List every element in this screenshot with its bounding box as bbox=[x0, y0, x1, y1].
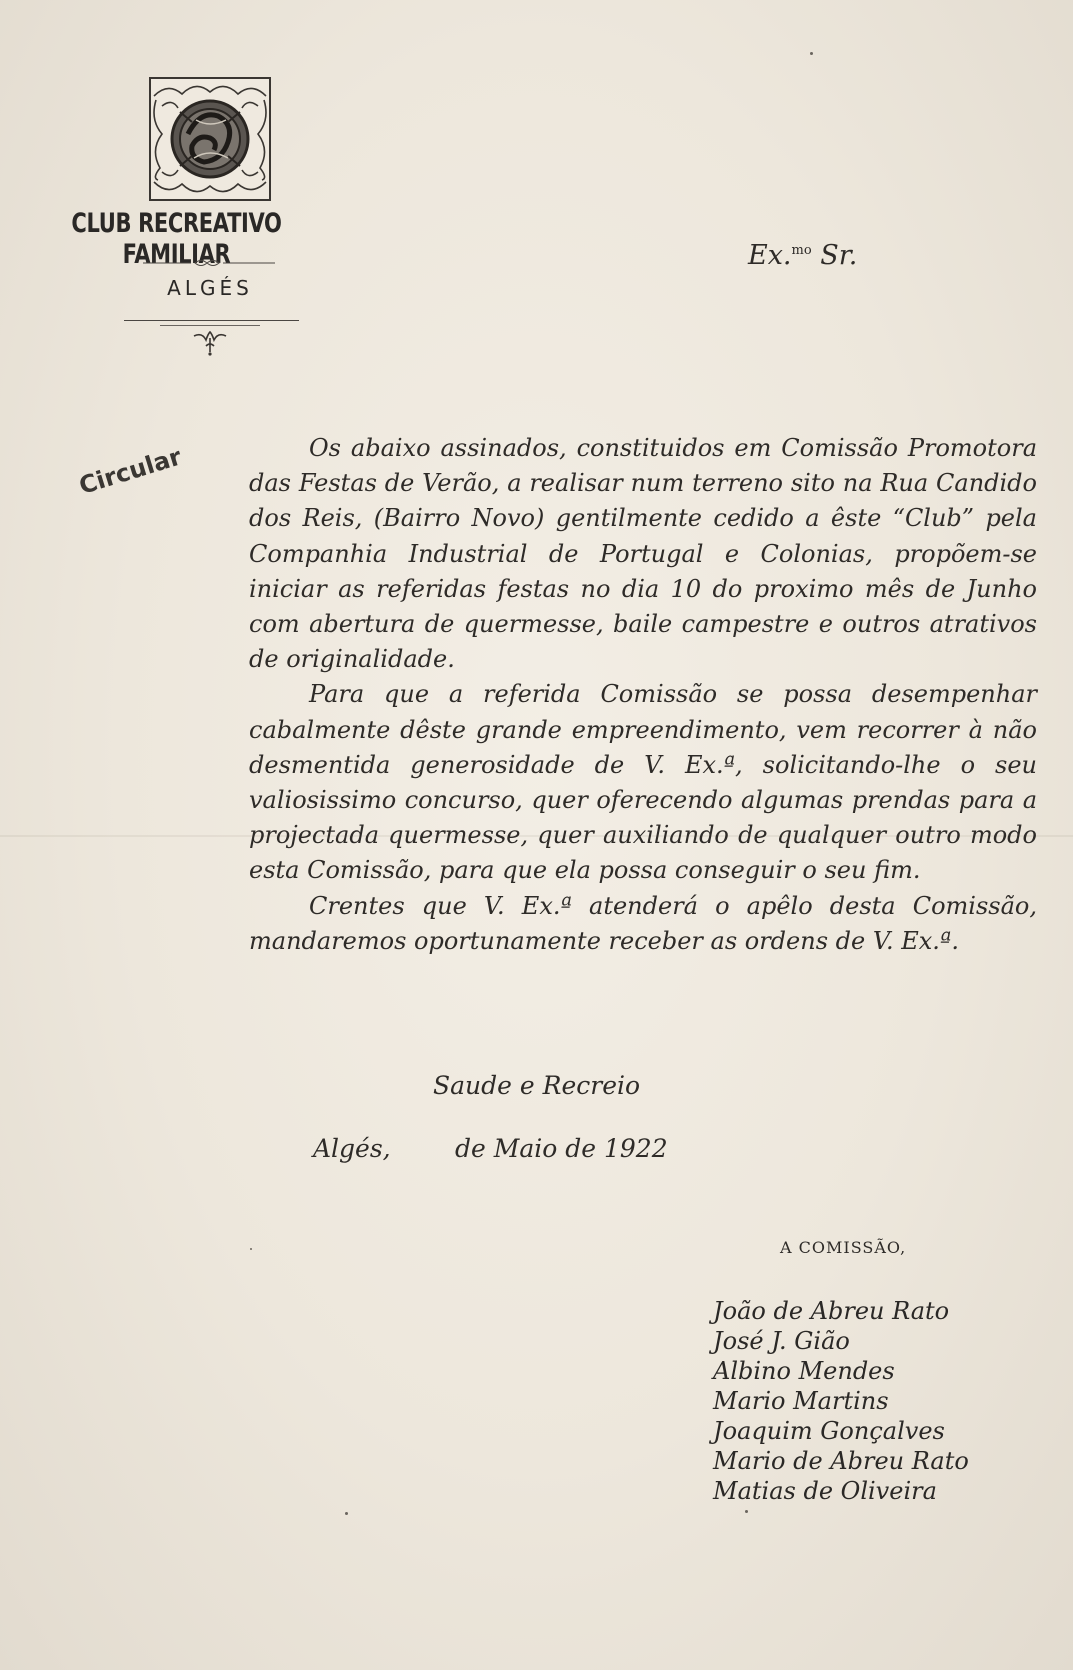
club-name: CLUB RECREATIVO FAMILIAR bbox=[71, 208, 282, 270]
letterhead-rule bbox=[124, 320, 299, 321]
salutation-tail: Sr. bbox=[811, 240, 858, 271]
signatory: Albino Mendes bbox=[713, 1357, 895, 1385]
signatory-list bbox=[713, 1296, 969, 1506]
signatory: José J. Gião bbox=[713, 1327, 850, 1355]
body-paragraph-3: Crentes que V. Ex.ª atenderá o apêlo desta Comissão, mandaremos oportunamente receber as ordens de V. Ex.ª. bbox=[249, 891, 1037, 955]
paper-speck bbox=[250, 1248, 252, 1250]
body-paragraph-2: Para que a referida Comissão se possa desempenhar cabalmente dêste grande empreendimento, vem recorrer à não desmentida generosidade de V. Ex.ª, solicitando-lhe o seu valiosissimo concurso, quer oferecendo algumas prendas para a projectada quermesse, quer auxiliando de qualquer outro modo esta Comissão, para que ela possa conseguir o seu fim. bbox=[249, 680, 1037, 885]
letter-body bbox=[249, 431, 1037, 959]
signatory: Joaquim Gonçalves bbox=[713, 1417, 945, 1445]
signatory: João de Abreu Rato bbox=[713, 1297, 950, 1325]
salutation-superscript: mo bbox=[791, 243, 812, 258]
signatory: Mario de Abreu Rato bbox=[713, 1447, 969, 1475]
paper-speck bbox=[745, 1510, 748, 1513]
letter-date: de Maio de 1922 bbox=[455, 1134, 668, 1163]
paper-speck bbox=[345, 1512, 348, 1515]
signatory: Matias de Oliveira bbox=[713, 1477, 937, 1505]
signatory: Mario Martins bbox=[713, 1387, 889, 1415]
body-paragraph-1: Os abaixo assinados, constituidos em Comissão Promotora das Festas de Verão, a realisar num terreno sito na Rua Candido dos Reis, (Bairro Novo) gentilmente cedido a êste “Club” pela Companhia Industrial de Portugal e Colonias, propõem-se iniciar as referidas festas no dia 10 do proximo mês de Junho com abertura de quermesse, baile campestre e outros atrativos de originalidade. bbox=[249, 434, 1037, 674]
letterhead-rule-short bbox=[160, 325, 260, 326]
letter-place: Algés, bbox=[313, 1134, 391, 1163]
paper-speck bbox=[810, 52, 813, 55]
fleuron-icon bbox=[190, 330, 230, 356]
ornamental-divider-icon bbox=[143, 258, 275, 268]
committee-label: A COMISSÃO, bbox=[780, 1238, 907, 1257]
circular-stamp: Circular bbox=[75, 442, 185, 500]
ornate-monogram-emblem-icon bbox=[148, 76, 272, 202]
salutation-main: Ex. bbox=[748, 240, 792, 271]
salutation bbox=[748, 240, 857, 271]
club-town: ALGÉS bbox=[167, 276, 253, 300]
closing-salutation: Saude e Recreio bbox=[433, 1071, 641, 1100]
